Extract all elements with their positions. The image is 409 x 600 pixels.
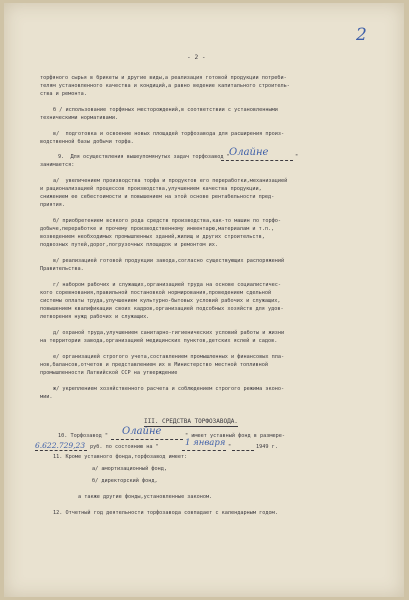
text-line: мии. [40, 394, 53, 400]
text-line: техническими нормативами. [40, 115, 119, 121]
page-number: - 2 - [187, 54, 206, 61]
text-line: подвозных путей,дорог,погрузочных площадок и ремонтом их. [40, 242, 219, 248]
text-line: водственной базы добычи торфа. [40, 139, 134, 145]
text-line: в/ реализацией готовой продукции завода,согласно существующих распоряжений [53, 258, 285, 264]
text-line: ж/ укреплением хозяйственного расчета и соблюдением строгого режима эконо- [53, 386, 285, 392]
text-line: " [295, 154, 299, 160]
handwritten-date: 1 января [185, 438, 226, 448]
text-line: 9. Для осуществления вышеупомянутых задач торфозавод " [58, 154, 230, 160]
text-line: повышением квалификации своих кадров,организацией подсобных хозяйств для удов- [40, 306, 284, 312]
text-line: на территории завода,организацией медицинских пунктов,детских яслей и садов. [40, 338, 278, 344]
text-line: а также другие фонды,установленные законом. [78, 494, 213, 500]
text-line: 1949 г. [256, 444, 278, 450]
handwritten-name: Олайне [122, 426, 162, 437]
section-heading: III. СРЕДСТВА ТОРФОЗАВОДА. [144, 418, 238, 425]
text-line: д/ охраной труда,улучшением санитарно-гигиенических условий работы и жизни [53, 330, 285, 336]
text-line: Правительства. [40, 266, 84, 272]
text-line: летворения нужд рабочих и служащих. [40, 314, 150, 320]
text-line: промышленности Латвийской ССР на утверждение [40, 370, 178, 376]
text-line: " имеет уставный фонд в размере- [185, 433, 285, 439]
text-line: снижением ее себестоимости и повышением на этой основе рентабельности пред- [40, 194, 275, 200]
text-line: нов,балансов,отчетов и представлением их в Министерство местной топливной [40, 362, 268, 368]
text-line: торфяного сырья в брикеты и другие виды,а реализация готовой продукции потреби- [40, 75, 287, 81]
text-line: занимается: [40, 162, 75, 168]
text-line: б/ директорский фонд, [92, 478, 158, 484]
text-line: добыче,переработке и прочему производственному инвентарю,материалам и т.п., [40, 226, 275, 232]
text-line: в/ подготовка и освоение новых площадей торфозавода для расширения произ- [53, 131, 285, 137]
text-line: телям установленного качества и кондиций,а равно ведение капитального строитель- [40, 83, 290, 89]
document-page [4, 3, 404, 597]
text-line: е/ организацией строгого учета,составлением промышленных и финансовых пла- [53, 354, 285, 360]
handwritten-name: Олайне [229, 147, 269, 158]
handwritten-amount: 6.622.729,23 [35, 441, 86, 450]
text-line: системы оплаты труда,улучшением культурно-бытовых условий рабочих и служащих, [40, 298, 281, 304]
text-line: руб. по состоянию на " [90, 444, 159, 450]
fill-in-line [35, 450, 87, 451]
text-line: а/ увеличением производства торфа и продуктов его переработки,механизацией [53, 178, 288, 184]
text-line: 12. Отчетный год деятельности торфозавода совпадает с календарным годом. [53, 510, 278, 516]
text-line: г/ набором рабочих и служащих,организацией труда на основе социалистичес- [53, 282, 281, 288]
text-line: б/ приобретением всякого рода средств производства,как-то машин по торфо- [53, 218, 281, 224]
text-line: а/ амортизационный фонд, [92, 466, 167, 472]
handwritten-page-number: 2 [356, 25, 367, 45]
text-line: 10. Торфозавод " [58, 433, 108, 439]
text-line: 11. Кроме уставного фонда,торфозавод имеет: [53, 454, 188, 460]
text-line: приятия. [40, 202, 65, 208]
text-line: возведением необходимых промышленных зданий,жилищ и других строительств, [40, 234, 265, 240]
text-line: " [228, 444, 232, 450]
fill-in-line [221, 160, 293, 161]
text-line: ства и ремонта. [40, 91, 87, 97]
text-line: кого соревнования,правильной постановкой нормирования,проведением сдельной [40, 290, 272, 296]
fill-in-line [182, 450, 226, 451]
fill-in-line [111, 439, 183, 440]
fill-in-line [232, 450, 254, 451]
text-line: и рационализацией процессов производства,улучшением качества продукции, [40, 186, 262, 192]
text-line: б / использование торфяных месторождений,в соответствии с установленными [53, 107, 278, 113]
